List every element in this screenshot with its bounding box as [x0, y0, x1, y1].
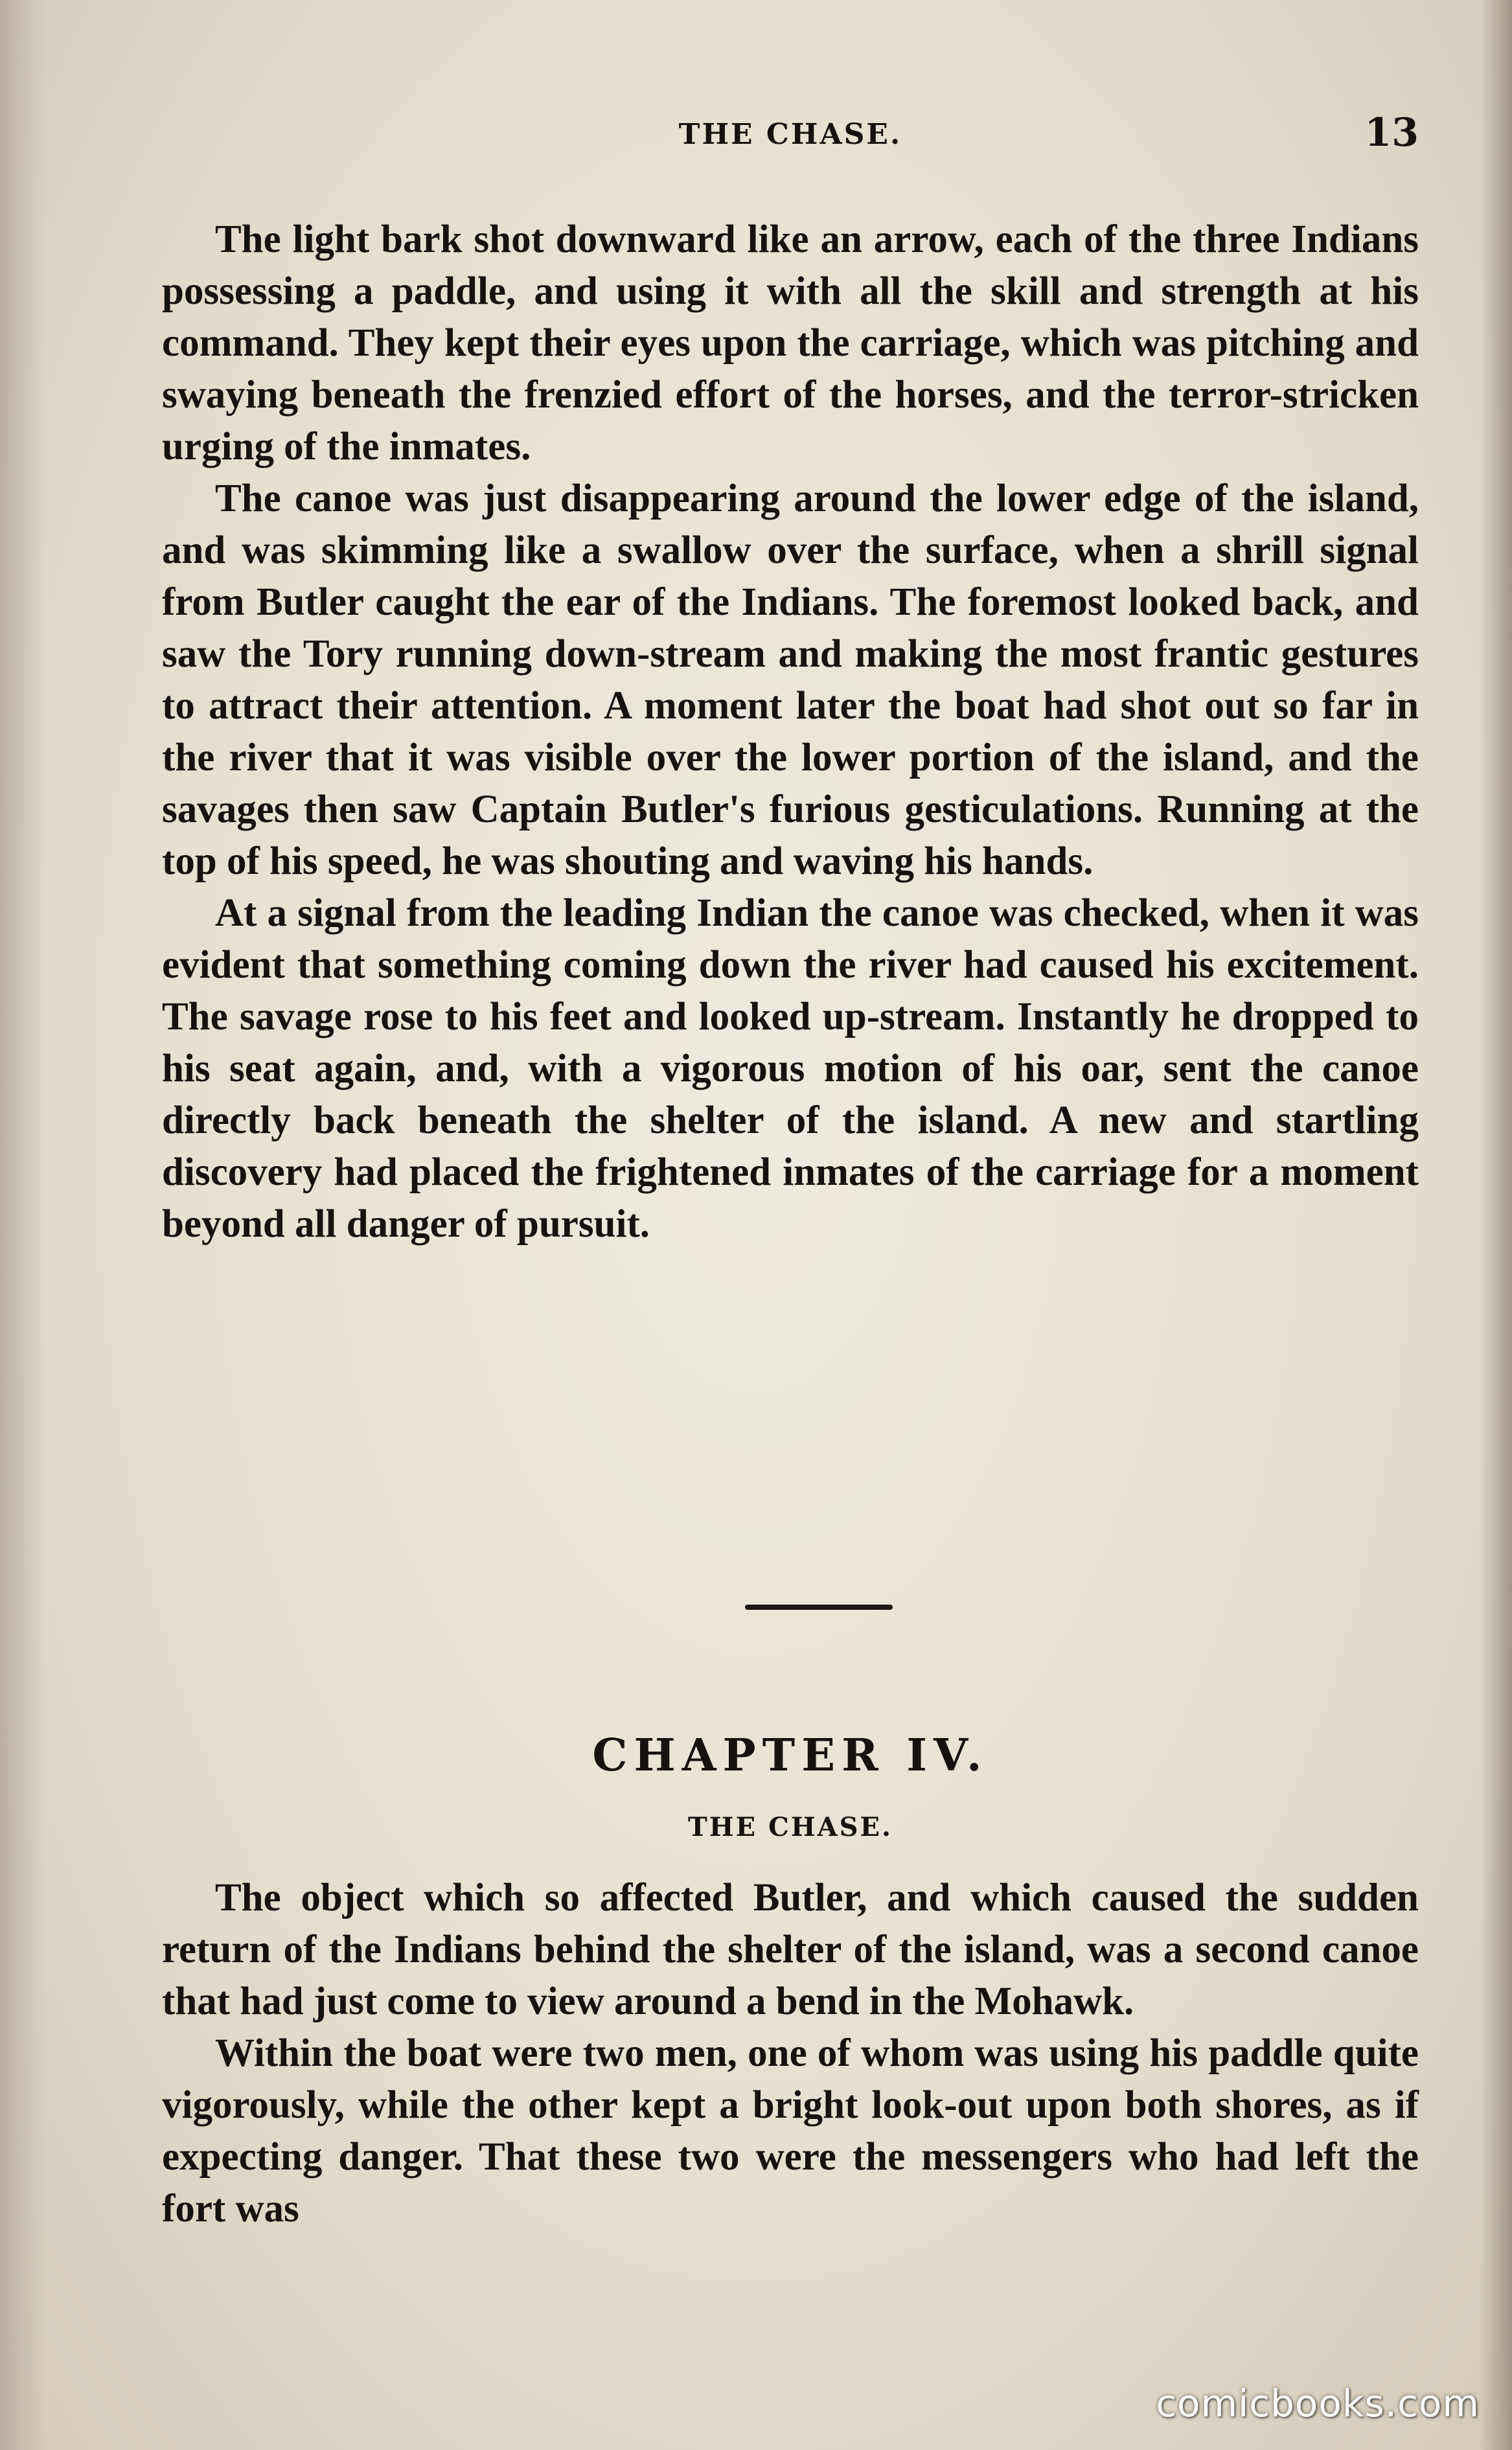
- body-text-top: [162, 214, 1419, 1250]
- running-head: THE CHASE.: [678, 118, 902, 151]
- body-text-bottom: [162, 1872, 1419, 2235]
- watermark: comicbooks.com: [1156, 2381, 1480, 2425]
- paragraph: The light bark shot downward like an arrow, each of the three Indians possessing a paddle, and using it with all the skill and strength at his command. They kept their eyes upon the carriage, which was pitching and swaying beneath the frenzied effort of the horses, and the terror-stricken urging of the inmates.: [162, 218, 1419, 468]
- paragraph: Within the boat were two men, one of whom was using his paddle quite vigorously, while the other kept a bright look-out upon both shores, as if expecting danger. That these two were the messengers who had left the fort was: [162, 2032, 1419, 2230]
- paragraph: The object which so affected Butler, and which caused the sudden return of the Indians behind the shelter of the island, was a second canoe that had just come to view around a bend in the Mohawk.: [162, 1876, 1419, 2023]
- paragraph: At a signal from the leading Indian the canoe was checked, when it was evident that something coming down the river had caused his excitement. The savage rose to his feet and looked up-stream. Instantly he dropped to his seat again, and, with a vigorous motion of his oar, sent the canoe directly back beneath the shelter of the island. A new and startling discovery had placed the frightened inmates of the carriage for a moment beyond all danger of pursuit.: [162, 891, 1419, 1246]
- chapter-subtitle: THE CHASE.: [688, 1812, 893, 1842]
- section-divider: [745, 1605, 893, 1610]
- page-edge-shadow-left: [0, 0, 45, 2450]
- page-edge-shadow-right: [1480, 0, 1512, 2450]
- page-header: [162, 110, 1419, 168]
- page-number: 13: [1364, 110, 1419, 155]
- chapter-title: CHAPTER IV.: [592, 1730, 989, 1781]
- paragraph: The canoe was just disappearing around the lower edge of the island, and was skimming like a swallow over the surface, when a shrill signal from Butler caught the ear of the Indians. The foremost looked back, and saw the Tory running down-stream and making the most frantic gestures to attract their attention. A moment later the boat had shot out so far in the river that it was visible over the lower portion of the island, and the savages then saw Captain Butler's furious gesticulations. Running at the top of his speed, he was shouting and waving his hands.: [162, 477, 1419, 883]
